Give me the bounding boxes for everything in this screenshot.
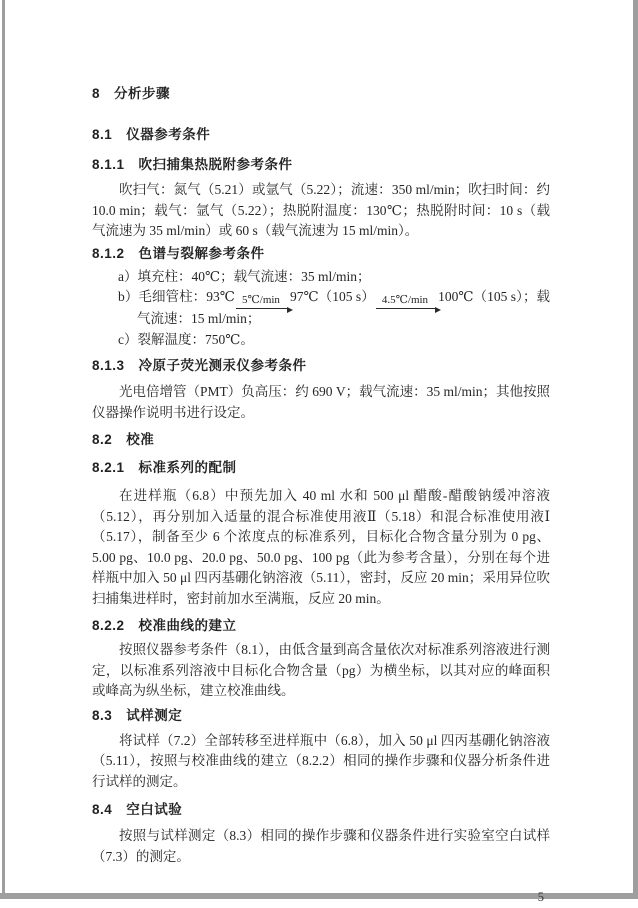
temp-ramp-arrow-2 [376, 294, 436, 309]
temp-segment-start: b）毛细管柱：93℃ [118, 289, 235, 304]
paragraph-calibration-curve: 按照仪器参考条件（8.1），由低含量到高含量依次对标准系列溶液进行测定，以标准系列溶液中目标化合物含量（pg）为横坐标，以其对应的峰面积或峰高为纵坐标，建立校准曲线。 [92, 642, 550, 698]
section-heading-8-2-calibration: 8.2 校准 [92, 432, 155, 447]
section-heading-8-2-2-calibration-curve: 8.2.2 校准曲线的建立 [92, 618, 237, 633]
section-heading-8-2-1-standard-series: 8.2.1 标准系列的配制 [92, 460, 237, 475]
temp-segment-mid: 97℃（105 s） [289, 289, 375, 304]
section-heading-8-1-2-gc-pyrolysis: 8.1.2 色谱与裂解参考条件 [92, 245, 265, 261]
list-item-c-pyrolysis-temp: c）裂解温度：750℃。 [118, 331, 254, 347]
temp-ramp-rate-1: 5℃/min [236, 294, 288, 309]
temp-segment-end: 100℃（105 s）；载气流速：15 ml/min； [137, 289, 551, 326]
page-number: 5 [537, 890, 544, 904]
list-item-b-capillary-column [92, 287, 550, 330]
temp-ramp-rate-2: 4.5℃/min [376, 294, 436, 309]
paragraph-standard-series-preparation: 在进样瓶（6.8）中预先加入 40 ml 水和 500 μl 醋酸-醋酸钠缓冲溶液（5.12），再分别加入适量的混合标准使用液Ⅱ（5.18）和混合标准使用液Ⅰ（5.17），制备至少 6 个浓度点的标准系列，目标化合物含量分别为 0 pg、5.00 pg、10.0 pg、20.0 pg、50.0 pg、100 pg（此为参考含量），分别在每个进样瓶中加入 50 μl 四丙基硼化钠溶液（5.11），密封，反应 20 min；采用异位吹扫捕集进样时，密封前加水至满瓶，反应 20 min。 [92, 488, 550, 606]
section-heading-8-1-3-cafs-analyzer: 8.1.3 冷原子荧光测汞仪参考条件 [92, 358, 307, 373]
section-heading-8-analysis-steps: 8 分析步骤 [92, 86, 171, 101]
paragraph-blank-test: 按照与试样测定（8.3）相同的操作步骤和仪器条件进行实验室空白试样（7.3）的测定。 [92, 828, 550, 864]
section-heading-8-1-instrument-conditions: 8.1 仪器参考条件 [92, 127, 211, 142]
gc-condition-list [92, 267, 550, 351]
paragraph-sample-measurement: 将试样（7.2）全部转移至进样瓶中（6.8），加入 50 μl 四丙基硼化钠溶液（5.11），按照与校准曲线的建立（8.2.2）相同的操作步骤和仪器分析条件进行试样的测定。 [92, 732, 550, 789]
paragraph-purge-trap-conditions: 吹扫气：氮气（5.21）或氩气（5.22）；流速：350 ml/min；吹扫时间：约 10.0 min；载气：氩气（5.22）；热脱附温度：130℃；热脱附时间：10 s（载气流速为 35 ml/min）或 60 s（载气流速为 15 ml/min）。 [92, 182, 550, 238]
section-heading-8-4-blank-test: 8.4 空白试验 [92, 802, 183, 817]
section-heading-8-1-1-purge-trap-desorption: 8.1.1 吹扫捕集热脱附参考条件 [92, 157, 293, 172]
temp-ramp-arrow-1 [236, 294, 288, 309]
paragraph-cafs-conditions: 光电倍增管（PMT）负高压：约 690 V；载气流速：35 ml/min；其他按照仪器操作说明书进行设定。 [92, 384, 550, 420]
list-item-a-packed-column: a）填充柱：40℃；载气流速：35 ml/min； [118, 268, 371, 284]
section-heading-8-3-sample-measurement: 8.3 试样测定 [92, 707, 183, 723]
